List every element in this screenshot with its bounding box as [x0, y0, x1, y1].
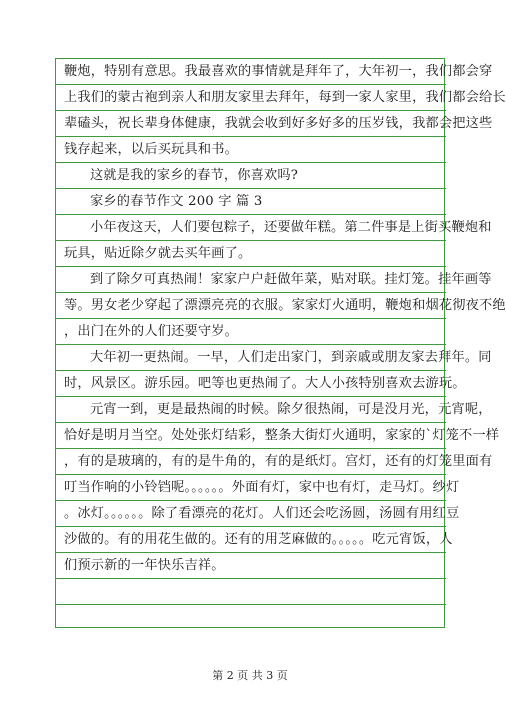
- text-line: 。冰灯。。。。。。除了看漂亮的花灯。人们还会吃汤圆，汤圆有用红豆: [64, 506, 460, 521]
- text-line: 上我们的蒙古袍到亲人和朋友家里去拜年，每到一家人家里，我们都会给长: [64, 90, 506, 105]
- text-line: 大年初一更热闹。一早，人们走出家门，到亲戚或朋友家去拜年。同: [90, 350, 492, 365]
- text-line: 小年夜这天，人们要包粽子，还要做年糕。第二件事是上街买鞭炮和: [90, 220, 492, 235]
- text-line: 辈磕头，祝长辈身体健康，我就会收到好多好多的压岁钱，我都会把这些: [64, 116, 493, 131]
- text-line: 等。男女老少穿起了漂漂亮亮的衣服。家家灯火通明，鞭炮和烟花彻夜不绝: [64, 298, 506, 313]
- lined-paper: [55, 58, 506, 628]
- text-line: ，出门在外的人们还要守岁。: [64, 324, 239, 339]
- text-line: 玩具，贴近除夕就去买年画了。: [64, 246, 252, 261]
- text-line: [64, 605, 438, 631]
- section-heading: 家乡的春节作文 200 字 篇 3: [90, 194, 263, 209]
- text-line: 钱存起来，以后买玩具和书。: [64, 142, 239, 157]
- text-line: 这就是我的家乡的春节，你喜欢吗?: [90, 168, 299, 183]
- text-line: 沙做的。有的用花生做的。还有的用芝麻做的。。。。。吃元宵饭，人: [64, 532, 453, 547]
- text-line: 叮当作响的小铃铛呢。。。。。。外面有灯，家中也有灯，走马灯。纱灯: [64, 480, 460, 495]
- text-line: 恰好是明月当空。处处张灯结彩，整条大街灯火通明，家家的`灯笼不一样: [64, 428, 500, 443]
- text-line: 们预示新的一年快乐吉祥。: [64, 558, 225, 573]
- text-line: 到了除夕可真热闹！家家户户赶做年菜，贴对联。挂灯笼。挂年画等: [90, 272, 492, 287]
- text-line: 鞭炮，特别有意思。我最喜欢的事情就是拜年了，大年初一，我们都会穿: [64, 64, 493, 79]
- text-line: 元宵一到，更是最热闹的时候。除夕很热闹，可是没月光，元宵呢，: [90, 402, 492, 417]
- text-line: ，有的是玻璃的，有的是牛角的，有的是纸灯。宫灯，还有的灯笼里面有: [64, 454, 493, 469]
- text-line: [64, 579, 438, 605]
- page-footer: 第 2 页 共 3 页: [212, 669, 288, 682]
- text-line: 时，风景区。游乐园。吧等也更热闹了。大人小孩特别喜欢去游玩。: [64, 376, 466, 391]
